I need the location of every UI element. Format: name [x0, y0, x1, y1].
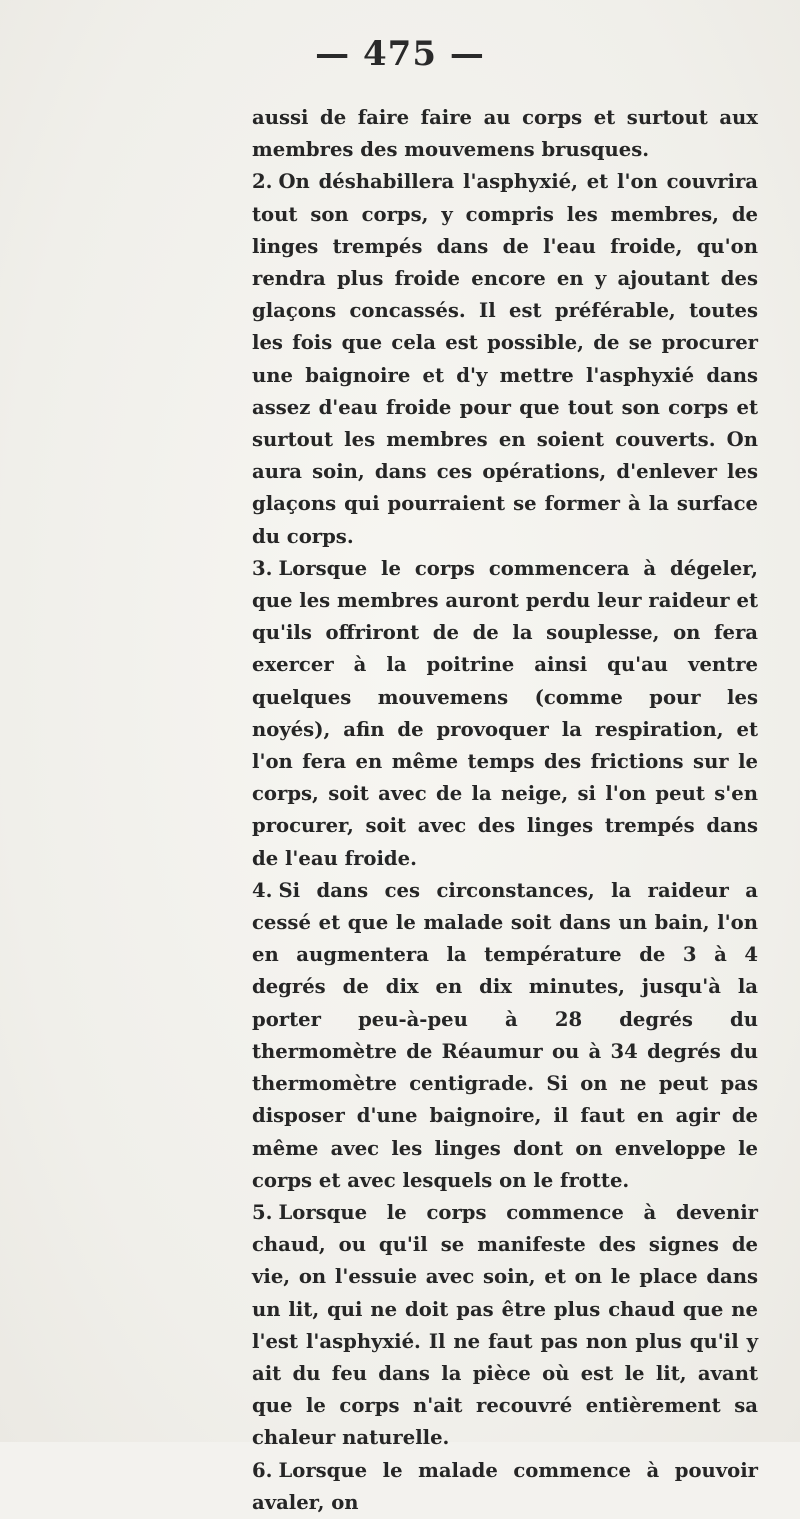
paragraph-number: 5.	[252, 1200, 273, 1224]
paragraph-number: 6.	[252, 1458, 273, 1482]
paragraph-4	[252, 875, 758, 1197]
page-number-header: — 475 —	[315, 34, 485, 74]
paragraph-text: aussi de faire faire au corps et surtout aux membres des mouvemens brusques.	[252, 106, 758, 162]
paragraph-5	[252, 1197, 758, 1455]
paragraph-6	[252, 1455, 758, 1519]
paragraph-number: 2.	[252, 170, 273, 194]
paragraph-continuation	[252, 102, 758, 166]
paragraph-text: Lorsque le malade commence à pouvoir avaler, on	[252, 1458, 758, 1514]
paragraph-3	[252, 553, 758, 875]
paragraph-text: On déshabillera l'asphyxié, et l'on couvrira tout son corps, y compris les membres, de linges trempés dans de l'eau froide, qu'on rendra plus froide encore en y ajoutant des glaçons concassés. Il est préférable, toutes les fois que cela est possible, de se procurer une baignoire et d'y mettre l'asphyxié dans assez d'eau froide pour que tout son corps et surtout les membres en soient couverts. On aura soin, dans ces opérations, d'enlever les glaçons qui pourraient se former à la surface du corps.	[252, 170, 758, 548]
paragraph-number: 3.	[252, 556, 273, 580]
paragraph-text: Si dans ces circonstances, la raideur a cessé et que le malade soit dans un bain, l'on en augmentera la température de 3 à 4 degrés de dix en dix minutes, jusqu'à la porter peu-à-peu à 28 degrés du thermomètre de Réaumur ou à 34 degrés du thermomètre centigrade. Si on ne peut pas disposer d'une baignoire, il faut en agir de même avec les linges dont on enveloppe le corps et avec lesquels on le frotte.	[252, 878, 758, 1192]
page-body	[252, 102, 758, 1519]
paragraph-text: Lorsque le corps commencera à dégeler, que les membres auront perdu leur raideur et qu'ils offriront de de la souplesse, on fera exercer à la poitrine ainsi qu'au ventre quelques mouvemens (comme pour les noyés), afin de provoquer la respiration, et l'on fera en même temps des frictions sur le corps, soit avec de la neige, si l'on peut s'en procurer, soit avec des linges trempés dans de l'eau froide.	[252, 556, 758, 870]
paragraph-text: Lorsque le corps commence à devenir chaud, ou qu'il se manifeste des signes de vie, on l'essuie avec soin, et on le place dans un lit, qui ne doit pas être plus chaud que ne l'est l'asphyxié. Il ne faut pas non plus qu'il y ait du feu dans la pièce où est le lit, avant que le corps n'ait recouvré entièrement sa chaleur naturelle.	[252, 1200, 758, 1450]
paragraph-number: 4.	[252, 878, 273, 902]
paragraph-2	[252, 166, 758, 552]
